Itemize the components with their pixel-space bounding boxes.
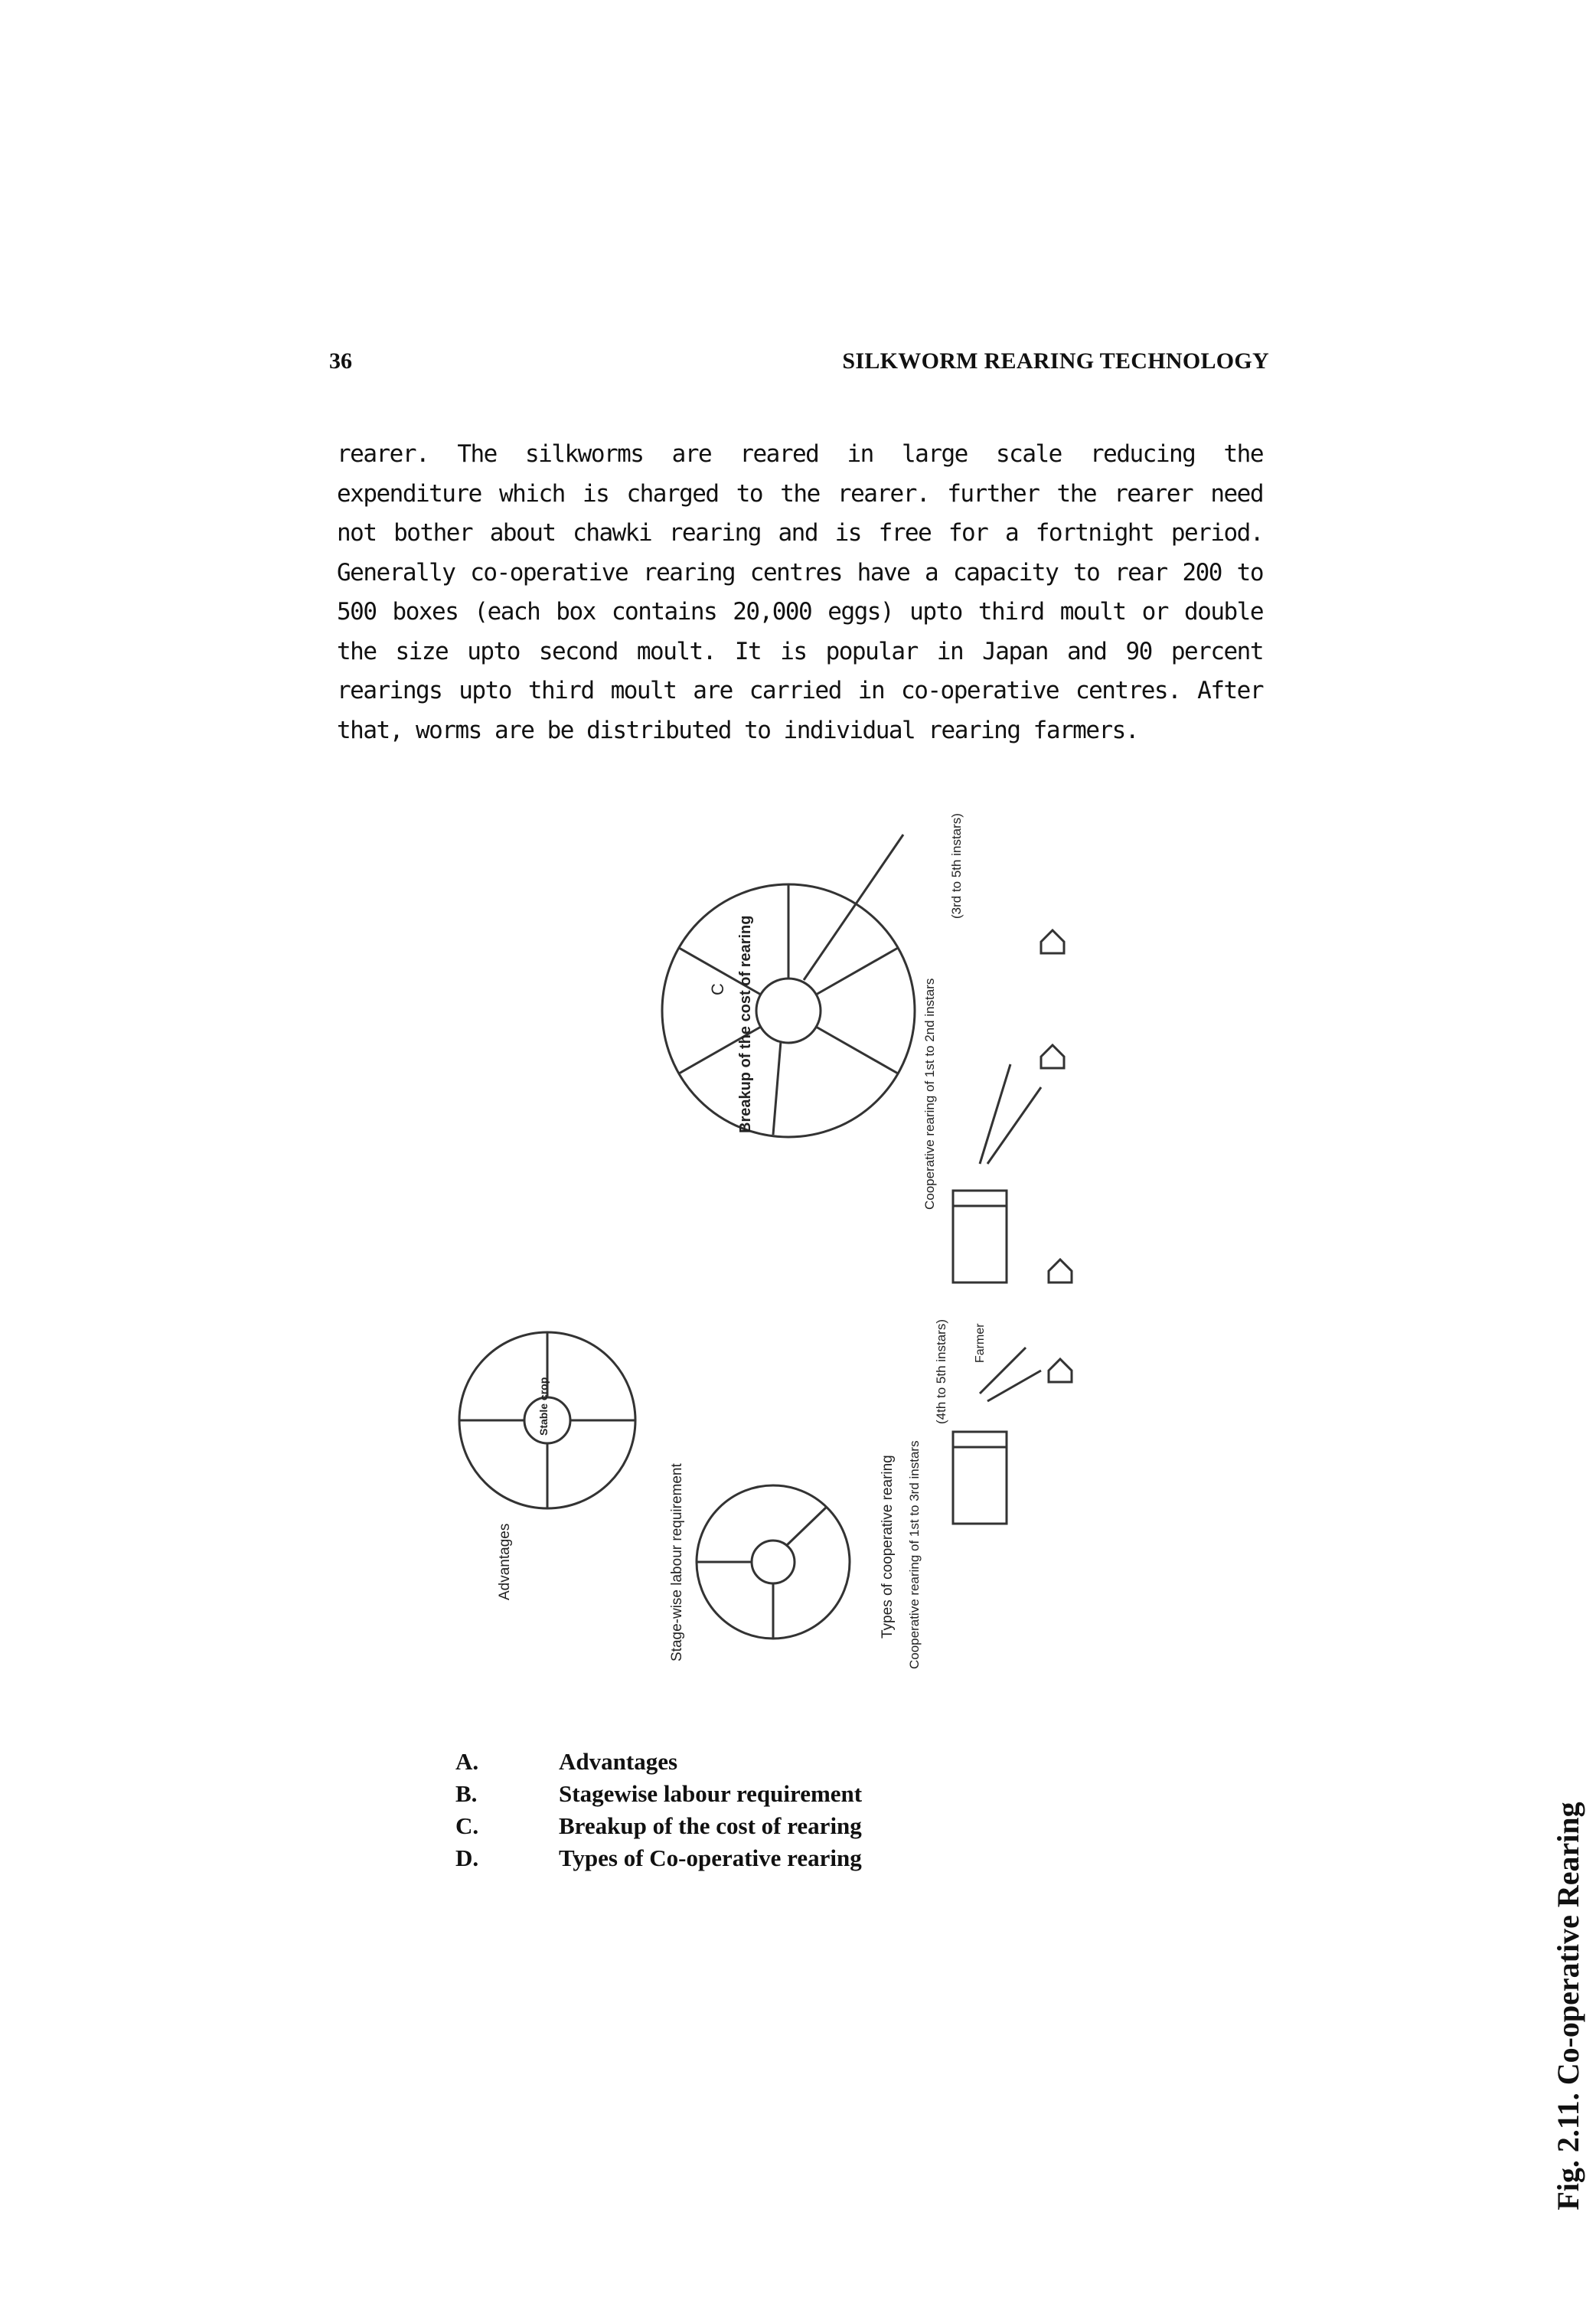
panel-a-title: Advantages (497, 1523, 513, 1600)
legend-row (455, 1746, 991, 1778)
figure-diagram (429, 766, 1194, 1684)
panel-c-pie (662, 835, 915, 1137)
panel-labels (497, 813, 987, 1669)
figure-caption: Fig. 2.11. Co-operative Rearing (1551, 1802, 1585, 2210)
panel-d-farmer-label: Farmer (974, 1323, 987, 1363)
legend-key: A. (455, 1748, 479, 1775)
panel-d-diagram (953, 930, 1072, 1524)
panel-c-letter: C (708, 983, 727, 995)
panel-d-type2-sub: (3rd to 5th instars) (949, 813, 964, 919)
figure (429, 766, 1585, 2210)
page-number: 36 (329, 348, 352, 374)
legend-text: Stagewise labour requirement (559, 1780, 863, 1807)
panel-d-title: Types of cooperative rearing (880, 1455, 896, 1639)
panel-c-title: Breakup of the cost of rearing (737, 915, 754, 1133)
legend-row (455, 1778, 991, 1810)
panel-d-type2: Cooperative rearing of 1st to 2nd instars (922, 978, 937, 1210)
panel-d-type1-sub: (4th to 5th instars) (934, 1318, 948, 1424)
body-text (337, 435, 1263, 744)
legend-key: D. (455, 1844, 479, 1871)
legend-row (455, 1810, 991, 1842)
panel-b-pie (697, 1485, 850, 1639)
running-title: SILKWORM REARING TECHNOLOGY (842, 348, 1269, 374)
legend-text: Types of Co-operative rearing (559, 1844, 862, 1871)
legend-key: C. (455, 1812, 479, 1839)
panel-a-center: Stable crop (537, 1377, 550, 1436)
legend-text: Breakup of the cost of rearing (559, 1812, 862, 1839)
body-paragraph: rearer. The silkworms are reared in large scale reducing the expenditure which is charged to the rearer. further the rearer need not bother about chawki rearing and is free for a fortnight period. Generally co-operative rearing centres have a capacity to rear 200 to 500 boxes (each box contains 20,000 eggs) upto third moult or double the size upto second moult. It is popular in Japan and 90 percent rearings upto third moult are carried in co-operative centres. After that, worms are be distributed to individual rearing farmers. (337, 440, 1263, 744)
figure-legend (455, 1746, 991, 1874)
legend-text: Advantages (559, 1748, 678, 1775)
page-header (329, 348, 1269, 387)
panel-b-title: Stage-wise labour requirement (669, 1463, 685, 1661)
legend-key: B. (455, 1780, 478, 1807)
panel-d-type1: Cooperative rearing of 1st to 3rd instars (907, 1440, 922, 1669)
legend-row (455, 1842, 991, 1874)
